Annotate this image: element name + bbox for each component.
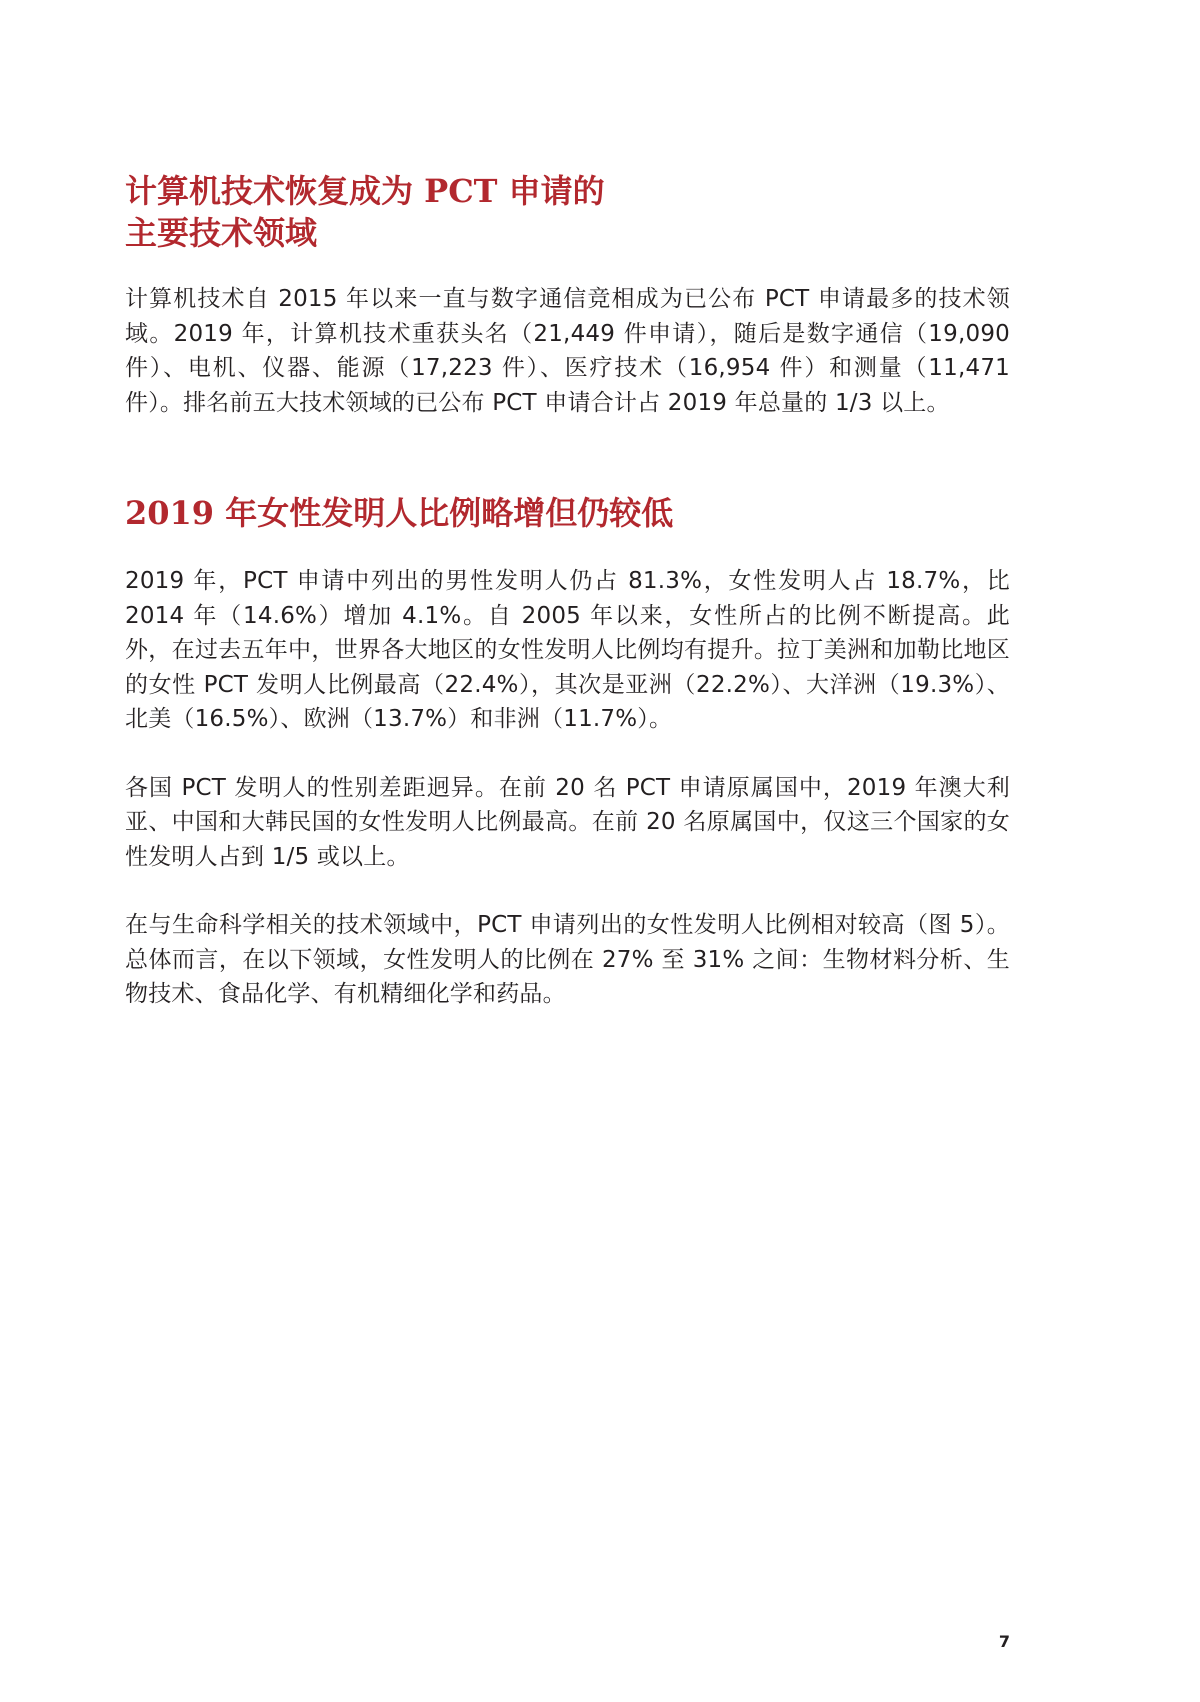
section-title-line: 2019 年女性发明人比例略增但仍较低	[125, 494, 674, 532]
page-content	[125, 170, 1010, 1012]
section-title-computer-technology	[125, 170, 1010, 254]
paragraph-life-sciences: 在与生命科学相关的技术领域中，PCT 申请列出的女性发明人比例相对较高（图 5）。总体而言，在以下领域，女性发明人的比例在 27% 至 31% 之间：生物材料分析、生物技术、食品化学、有机精细化学和药品。	[125, 912, 1010, 1007]
section-title-women-inventors	[125, 492, 1010, 534]
section-title-line: 计算机技术恢复成为 PCT 申请的	[125, 172, 605, 210]
paragraph-computer-technology: 计算机技术自 2015 年以来一直与数字通信竞相成为已公布 PCT 申请最多的技术领域。2019 年，计算机技术重获头名（21,449 件申请），随后是数字通信（19,090 件）、电机、仪器、能源（17,223 件）、医疗技术（16,954 件）和测量（11,471 件）。排名前五大技术领域的已公布 PCT 申请合计占 2019 年总量的 1/3 以上。	[125, 286, 1010, 416]
section-title-line: 主要技术领域	[125, 214, 318, 252]
page-number: 7	[998, 1632, 1010, 1651]
paragraph-gender-gap-countries: 各国 PCT 发明人的性别差距迥异。在前 20 名 PCT 申请原属国中，2019 年澳大利亚、中国和大韩民国的女性发明人比例最高。在前 20 名原属国中，仅这三个国家的女性发明人占到 1/5 或以上。	[125, 774, 1010, 870]
paragraph-women-inventors-share: 2019 年，PCT 申请中列出的男性发明人仍占 81.3%，女性发明人占 18.7%，比 2014 年（14.6%）增加 4.1%。自 2005 年以来，女性所占的比例不断提高。此外，在过去五年中，世界各大地区的女性发明人比例均有提升。拉丁美洲和加勒比地区的女性 PCT 发明人比例最高（22.4%），其次是亚洲（22.2%）、大洋洲（19.3%）、北美（16.5%）、欧洲（13.7%）和非洲（11.7%）。	[125, 568, 1010, 732]
